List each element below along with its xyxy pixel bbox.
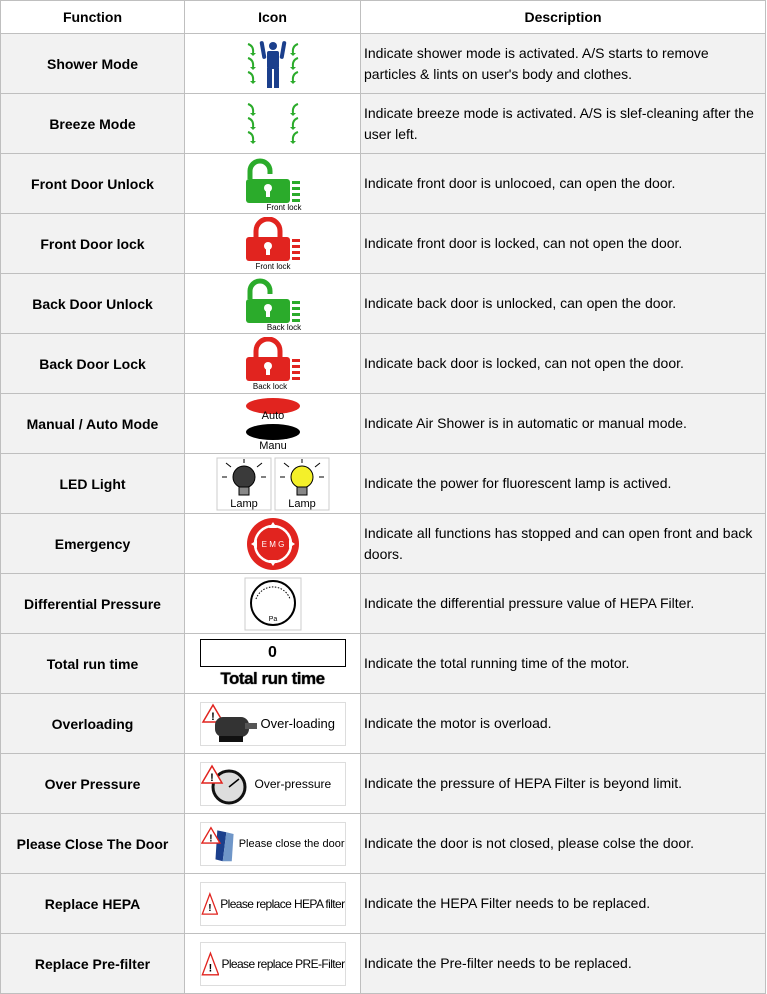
table-row: [1, 514, 766, 574]
auto-manual-icon: [243, 397, 303, 451]
emg-caption: E M G: [261, 539, 284, 549]
function-cell: Over Pressure: [1, 754, 185, 814]
table-row: [1, 814, 766, 874]
table-row: [1, 754, 766, 814]
shower-mode-icon: [244, 38, 302, 90]
auto-caption: Auto: [261, 409, 284, 422]
svg-text:!: !: [208, 832, 213, 844]
table-row: [1, 34, 766, 94]
header-row: [1, 1, 766, 34]
header-icon: Icon: [185, 1, 361, 34]
green-unlock-icon: [244, 157, 302, 211]
breeze-mode-icon: [244, 98, 302, 150]
function-cell: Replace HEPA: [1, 874, 185, 934]
lamp-caption: Lamp: [229, 497, 258, 510]
function-cell: Please Close The Door: [1, 814, 185, 874]
lamp-icon: [216, 457, 330, 511]
lock-caption: Front lock: [265, 202, 302, 211]
description-cell: Indicate the HEPA Filter needs to be replaced.: [361, 874, 766, 934]
description-cell: Indicate Air Shower is in automatic or manual mode.: [361, 394, 766, 454]
lock-caption: Back lock: [266, 322, 301, 331]
warning-text: Please replace PRE-Filter: [221, 956, 345, 971]
table-row: [1, 274, 766, 334]
warning-text: Please close the door: [238, 837, 345, 850]
run-time-value: 0: [200, 639, 346, 667]
table-row: [1, 214, 766, 274]
run-time-counter: [200, 639, 346, 689]
red-lock-icon: [244, 217, 302, 271]
table-row: [1, 94, 766, 154]
description-cell: Indicate breeze mode is activated. A/S is slef-cleaning after the user left.: [361, 94, 766, 154]
pa-caption: Pa: [268, 615, 277, 623]
warning-triangle-icon: [201, 884, 219, 924]
table-row: [1, 934, 766, 994]
function-cell: Front Door Unlock: [1, 154, 185, 214]
gauge-warning-icon: [201, 763, 253, 805]
function-cell: Back Door Lock: [1, 334, 185, 394]
overloading-warning-icon: [200, 702, 346, 746]
table-row: [1, 394, 766, 454]
function-cell: Front Door lock: [1, 214, 185, 274]
description-cell: Indicate back door is unlocked, can open the door.: [361, 274, 766, 334]
svg-text:!: !: [208, 961, 212, 974]
svg-text:!: !: [209, 771, 214, 784]
description-cell: Indicate the motor is overload.: [361, 694, 766, 754]
description-cell: Indicate the Pre-filter needs to be replaced.: [361, 934, 766, 994]
replace-prefilter-warning-icon: [200, 942, 346, 986]
header-description: Description: [361, 1, 766, 34]
description-cell: Indicate back door is locked, can not open the door.: [361, 334, 766, 394]
svg-text:!: !: [207, 902, 212, 914]
door-warning-icon: [201, 823, 237, 865]
description-cell: Indicate the power for fluorescent lamp is actived.: [361, 454, 766, 514]
function-cell: Manual / Auto Mode: [1, 394, 185, 454]
replace-hepa-warning-icon: [200, 882, 346, 926]
close-door-warning-icon: [200, 822, 346, 866]
description-cell: Indicate the pressure of HEPA Filter is beyond limit.: [361, 754, 766, 814]
red-lock-icon: [244, 337, 302, 391]
table-row: [1, 874, 766, 934]
function-cell: Replace Pre-filter: [1, 934, 185, 994]
table-row: [1, 154, 766, 214]
header-function: Function: [1, 1, 185, 34]
description-cell: Indicate shower mode is activated. A/S starts to remove particles & lints on user's body and clothes.: [361, 34, 766, 94]
function-cell: Back Door Unlock: [1, 274, 185, 334]
description-cell: Indicate front door is unlocoed, can open the door.: [361, 154, 766, 214]
warning-text: Over-loading: [260, 716, 335, 731]
table-row: [1, 334, 766, 394]
description-cell: Indicate the door is not closed, please colse the door.: [361, 814, 766, 874]
function-cell: Emergency: [1, 514, 185, 574]
table-row: [1, 694, 766, 754]
function-cell: Shower Mode: [1, 34, 185, 94]
warning-text: Please replace HEPA filter: [220, 896, 345, 911]
green-unlock-icon: [244, 277, 302, 331]
manu-caption: Manu: [258, 439, 287, 451]
table-row: [1, 574, 766, 634]
motor-warning-icon: [201, 703, 259, 745]
description-cell: Indicate the differential pressure value of HEPA Filter.: [361, 574, 766, 634]
lock-caption: Front lock: [254, 261, 291, 271]
over-pressure-warning-icon: [200, 762, 346, 806]
table-row: [1, 634, 766, 694]
table-row: [1, 454, 766, 514]
description-cell: Indicate front door is locked, can not open the door.: [361, 214, 766, 274]
svg-text:!: !: [210, 710, 215, 723]
emergency-icon: [244, 516, 302, 572]
warning-triangle-icon: [201, 944, 220, 984]
function-cell: LED Light: [1, 454, 185, 514]
lamp-caption: Lamp: [287, 497, 316, 510]
function-cell: Breeze Mode: [1, 94, 185, 154]
lock-caption: Back lock: [252, 381, 287, 391]
function-cell: Overloading: [1, 694, 185, 754]
function-cell: Differential Pressure: [1, 574, 185, 634]
description-cell: Indicate the total running time of the motor.: [361, 634, 766, 694]
description-cell: Indicate all functions has stopped and can open front and back doors.: [361, 514, 766, 574]
run-time-caption: Total run time: [220, 668, 325, 688]
pressure-gauge-icon: [244, 577, 302, 631]
warning-text: Over-pressure: [254, 776, 332, 791]
function-cell: Total run time: [1, 634, 185, 694]
